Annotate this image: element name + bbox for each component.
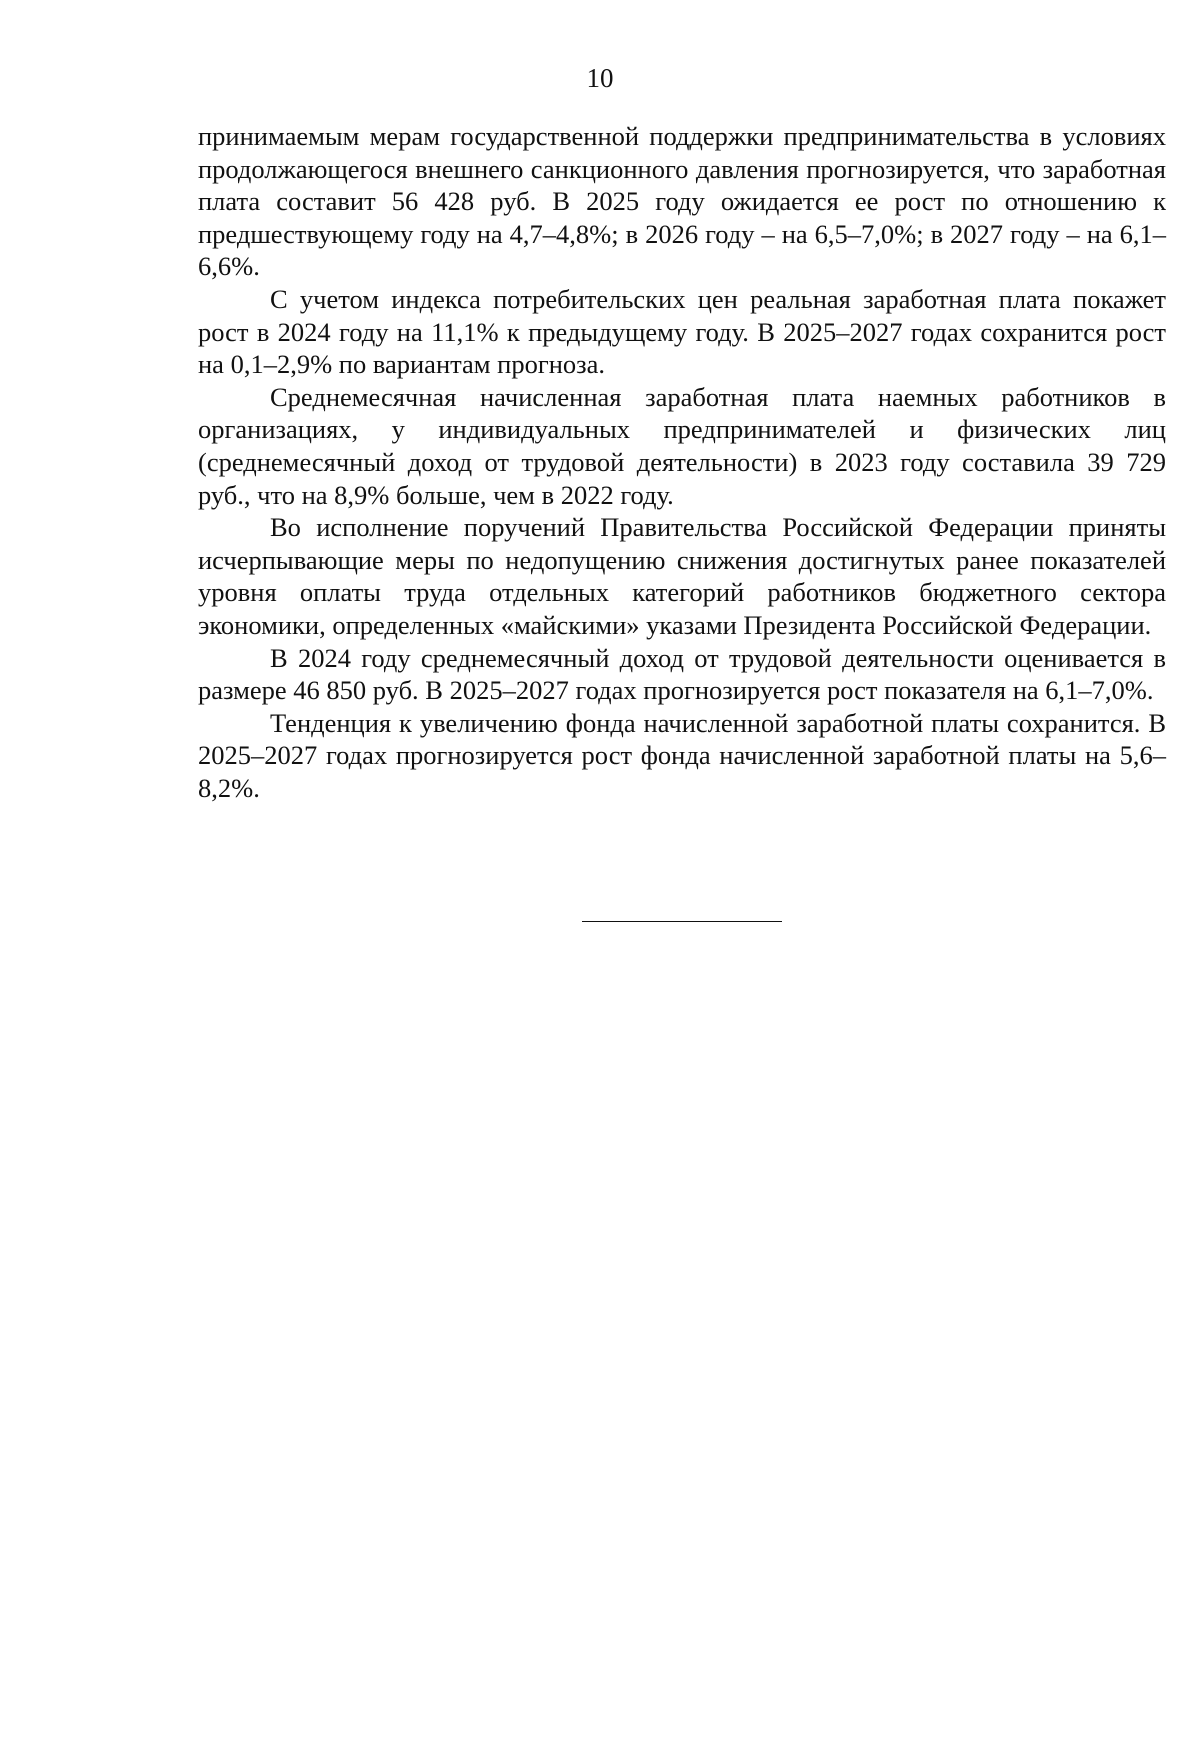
paragraph-average-monthly-wage: Среднемесячная начисленная заработная плата наемных работников в организациях, у индивидуальных предпринимателей и физических лиц (среднемесячный доход от трудовой деятельности) в 2023 году составила 39 729 руб., что на 8,9% больше, чем в 2022 году.: [198, 381, 1166, 510]
paragraph-government-measures: Во исполнение поручений Правительства Российской Федерации приняты исчерпывающие меры по недопущению снижения достигнутых ранее показателей уровня оплаты труда отдельных категорий работников бюджетного сектора экономики, определенных «майскими» указами Президента Российской Федерации.: [198, 512, 1166, 640]
paragraph-real-wage: С учетом индекса потребительских цен реальная заработная плата покажет рост в 2024 году на 11,1% к предыдущему году. В 2025–2027 годах сохранится рост на 0,1–2,9% по вариантам прогноза.: [198, 283, 1166, 380]
paragraph-wage-fund: Тенденция к увеличению фонда начисленной заработной платы сохранится. В 2025–2027 годах прогнозируется рост фонда начисленной заработной платы на 5,6–8,2%.: [198, 707, 1166, 803]
page-number: 10: [586, 63, 614, 93]
body-text: [198, 120, 1166, 804]
paragraph-labor-income-2024: В 2024 году среднемесячный доход от трудовой деятельности оценивается в размере 46 850 руб. В 2025–2027 годах прогнозируется рост показателя на 6,1–7,0%.: [198, 642, 1166, 706]
end-divider: [582, 921, 782, 922]
paragraph-wage-forecast: принимаемым мерам государственной поддержки предпринимательства в условиях продолжающегося внешнего санкционного давления прогнозируется, что заработная плата составит 56 428 руб. В 2025 году ожидается ее рост по отношению к предшествующему году на 4,7–4,8%; в 2026 году – на 6,5–7,0%; в 2027 году – на 6,1–6,6%.: [198, 121, 1166, 282]
